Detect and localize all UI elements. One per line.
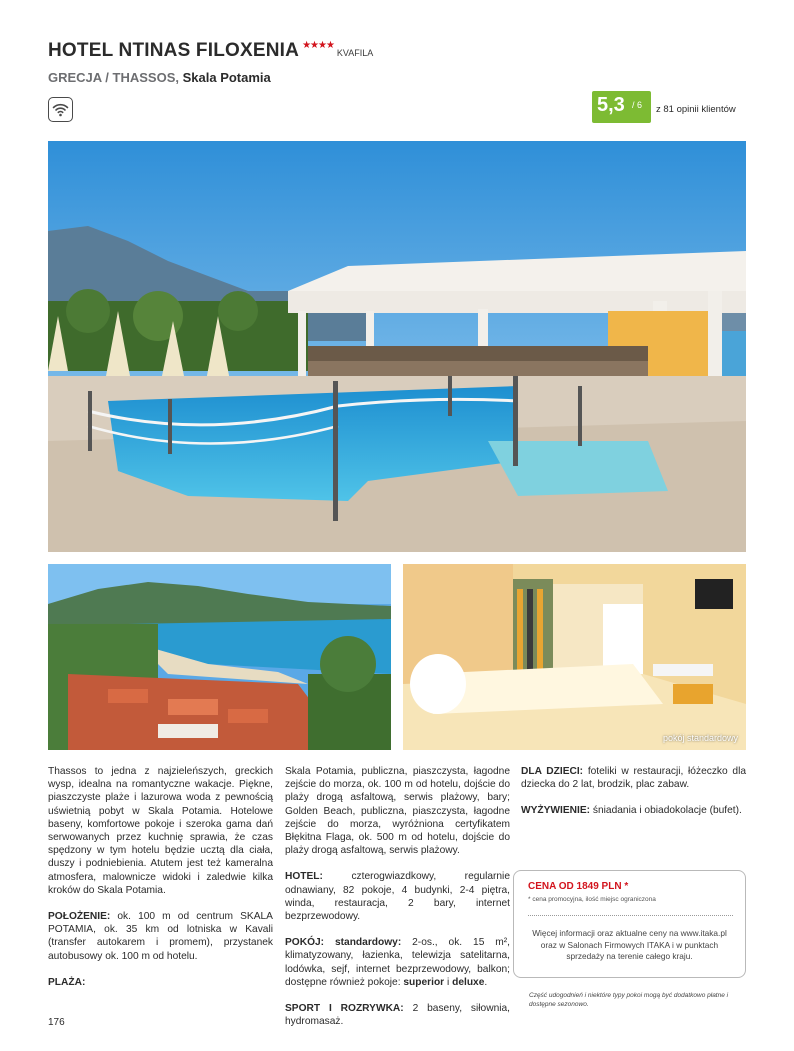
hotel-details-column <box>285 870 510 1041</box>
rating-reviews: z 81 opinii klientów <box>656 104 736 115</box>
board-section <box>521 804 746 817</box>
hotel-label: HOTEL: <box>285 871 323 883</box>
location-section <box>48 910 273 963</box>
location-text: ok. 100 m od centrum SKALA POTAMIA, ok. 35 km od lotniska w Kavali (transfer autokarem i promem), przystanek autobusowy ok. 100 m od hotelu. <box>48 911 273 962</box>
beach-continued: Skala Potamia, publiczna, piaszczysta, łagodne zejście do morza, ok. 100 m od hotelu, dojście do plaży drogą asfaltową, serwis plażowy, bary; Golden Beach, publiczna, piaszczysta, łagodne zejście do morza, wyróżniona certyfikatem Błękitna Flaga, ok. 500 m od hotelu, dojście do plaży drogą asfaltową, serwis plażowy. <box>285 766 510 857</box>
rooms-superior: superior <box>403 976 445 988</box>
price-info: Więcej informacji oraz aktualne ceny na www.itaka.pl oraz w Salonach Firmowych ITAKA i w punktach sprzedaży na terenie całego kraju. <box>532 928 727 961</box>
board-text: śniadania i obiadokolacje (bufet). <box>592 805 742 817</box>
board-label: WYŻYWIENIE: <box>521 805 591 817</box>
country-region: GRECJA / THASSOS, <box>48 70 179 85</box>
price-box <box>513 870 746 978</box>
rooms-text: 2-os., ok. 15 m², klimatyzowany, łazienka, telewizja satelitarna, lodówka, sejf, internet bezprzewodowy, balkon; dostępne również pokoje: <box>285 937 510 988</box>
description-column-1 <box>48 765 273 1002</box>
rating-max: / 6 <box>632 100 643 110</box>
rooms-and: i <box>447 976 450 988</box>
description-column-2 <box>285 765 510 857</box>
rating-value: 5,3 <box>597 94 625 116</box>
beach-section <box>48 976 273 989</box>
rooms-standard: standardowy: <box>334 937 402 949</box>
hotel-name: HOTEL NTINAS FILOXENIA <box>48 40 300 61</box>
kids-section <box>521 765 746 791</box>
bay-photo <box>48 564 391 750</box>
hotel-location <box>48 70 271 85</box>
location-label: POŁOŻENIE: <box>48 911 111 923</box>
resort-name: Skala Potamia <box>182 70 271 85</box>
hotel-title <box>48 40 373 62</box>
room-caption: pokój standardowy <box>662 733 738 743</box>
beach-label: PLAŻA: <box>48 976 86 988</box>
hotel-text: czterogwiazdkowy, regularnie odnawiany, 82 pokoje, 4 budynki, 2-4 piętra, winda, restauracja, 2 bary, internet bezprzewodowy. <box>285 871 510 923</box>
sport-text: 2 baseny, siłownia, hydromasaż. <box>285 1003 510 1028</box>
description-column-3 <box>521 765 746 831</box>
page-number: 176 <box>48 1017 65 1028</box>
rooms-section: POKÓJ: standardowy: 2-os., ok. 15 m², klimatyzowany, łazienka, telewizja satelitarna, lodówka, sejf, internet bezprzewodowy, balkon; dostępne również pokoje: superior i deluxe. <box>285 937 510 988</box>
price-note: * cena promocyjna, ilość miejsc ograniczona <box>528 896 656 903</box>
rooms-label: POKÓJ: <box>285 937 325 949</box>
hotel-section <box>285 870 510 923</box>
wifi-icon <box>48 97 73 122</box>
price-divider <box>528 915 733 916</box>
room-photo <box>403 564 746 750</box>
rooms-deluxe: deluxe <box>452 976 485 988</box>
intro-text: Thassos to jedna z najzieleńszych, greckich wysp, idealna na romantyczne wakacje. Piękne, piaszczyste plaże i lazurowa woda z pewnością uświetnią pobyt w Skala Potamia. Hotelowe baseny, komfortowe pokoje i szeroka gama dań serwowanych przez kuchnię sprawia, że czas spędzony w tym hotelu będzie ucztą dla ciała, duszy i podniebienia. Atutem jest też kameralna atmosfera, malownicze widoki i zaledwie kilka kroków do Skala Potamia. <box>48 766 273 896</box>
hotel-stars: ★★★★ <box>302 40 334 51</box>
pool-photo <box>48 141 746 552</box>
kids-text: foteliki w restauracji, łóżeczko dla dziecka do 2 lat, brodzik, plac zabaw. <box>521 766 746 791</box>
footnote: Część udogodnień i niektóre typy pokoi mogą być dodatkowo płatne i dostępne sezonowo. <box>529 992 729 1008</box>
rating-badge <box>592 91 651 123</box>
hotel-category: KVAFILA <box>336 48 374 58</box>
sport-section <box>285 1002 510 1028</box>
sport-label: SPORT I ROZRYWKA: <box>285 1003 404 1015</box>
kids-label: DLA DZIECI: <box>521 766 584 777</box>
price-title: CENA OD 1849 PLN * <box>528 881 629 892</box>
